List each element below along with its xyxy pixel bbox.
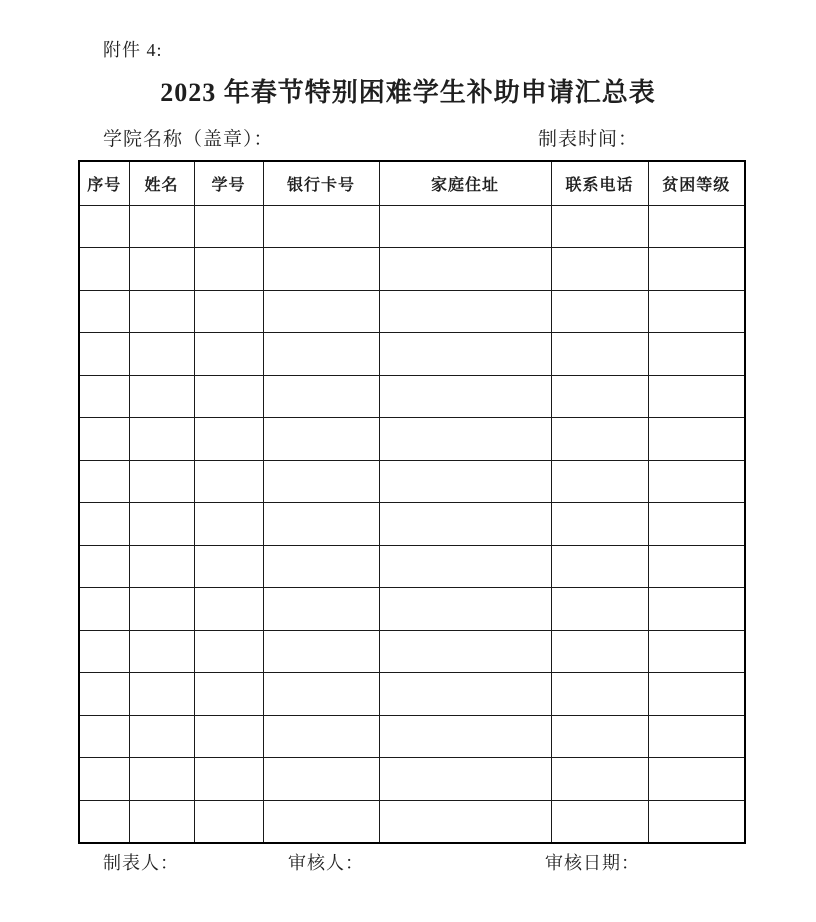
table-cell [379, 545, 551, 588]
table-cell [551, 630, 648, 673]
table-cell [79, 248, 129, 291]
table-cell [129, 460, 194, 503]
table-cell [551, 290, 648, 333]
table-cell [194, 673, 263, 716]
table-cell [263, 290, 379, 333]
table-cell [79, 630, 129, 673]
table-cell [551, 673, 648, 716]
table-cell [194, 630, 263, 673]
table-cell [194, 248, 263, 291]
table-cell [551, 715, 648, 758]
table-cell [194, 460, 263, 503]
table-cell [551, 418, 648, 461]
column-header-3: 学号 [194, 161, 263, 205]
table-cell [648, 248, 745, 291]
table-cell [551, 333, 648, 376]
table-cell [379, 418, 551, 461]
table-cell [263, 545, 379, 588]
table-row [79, 630, 745, 673]
table-cell [79, 333, 129, 376]
table-cell [379, 758, 551, 801]
table-cell [129, 758, 194, 801]
table-cell [263, 800, 379, 843]
table-cell [79, 418, 129, 461]
table-cell [648, 630, 745, 673]
table-cell [129, 418, 194, 461]
table-row [79, 205, 745, 248]
table-cell [379, 503, 551, 546]
column-header-4: 银行卡号 [263, 161, 379, 205]
table-cell [263, 333, 379, 376]
table-row [79, 248, 745, 291]
table-cell [379, 460, 551, 503]
table-cell [648, 673, 745, 716]
table-cell [551, 248, 648, 291]
table-cell [194, 290, 263, 333]
table-cell [379, 290, 551, 333]
table-cell [648, 418, 745, 461]
college-name-label: 学院名称（盖章）： [103, 129, 274, 150]
table-cell [194, 588, 263, 631]
table-cell [379, 588, 551, 631]
table-cell [129, 333, 194, 376]
table-row [79, 673, 745, 716]
table-cell [79, 800, 129, 843]
table-cell [263, 673, 379, 716]
table-cell [194, 545, 263, 588]
table-cell [79, 375, 129, 418]
table-cell [379, 375, 551, 418]
review-date-label: 审核日期： [545, 853, 640, 873]
table-cell [551, 503, 648, 546]
table-cell [263, 715, 379, 758]
table-cell [551, 800, 648, 843]
table-cell [194, 205, 263, 248]
table-cell [79, 503, 129, 546]
attachment-label: 附件 4: [103, 40, 163, 60]
table-cell [129, 205, 194, 248]
table-cell [379, 715, 551, 758]
table-cell [263, 503, 379, 546]
table-cell [194, 418, 263, 461]
table-cell [129, 588, 194, 631]
table-cell [79, 205, 129, 248]
table-cell [551, 205, 648, 248]
table-cell [379, 333, 551, 376]
table-cell [648, 588, 745, 631]
table-cell [379, 673, 551, 716]
table-cell [129, 800, 194, 843]
table-cell [263, 588, 379, 631]
table-cell [648, 460, 745, 503]
table-cell [194, 715, 263, 758]
table-cell [263, 758, 379, 801]
table-cell [79, 758, 129, 801]
table-cell [263, 630, 379, 673]
table-cell [129, 248, 194, 291]
table-row [79, 800, 745, 843]
table-cell [648, 205, 745, 248]
table-cell [648, 333, 745, 376]
table-cell [194, 758, 263, 801]
table-cell [129, 715, 194, 758]
table-cell [551, 588, 648, 631]
column-header-5: 家庭住址 [379, 161, 551, 205]
table-cell [551, 758, 648, 801]
table-row [79, 375, 745, 418]
table-cell [379, 205, 551, 248]
table-row [79, 545, 745, 588]
table-row [79, 503, 745, 546]
table-cell [79, 460, 129, 503]
table-cell [79, 290, 129, 333]
column-header-1: 序号 [79, 161, 129, 205]
page-title: 2023 年春节特别困难学生补助申请汇总表 [160, 78, 656, 107]
student-subsidy-summary-table [78, 160, 746, 844]
table-cell [194, 375, 263, 418]
table-cell [194, 333, 263, 376]
column-header-7: 贫困等级 [648, 161, 745, 205]
reviewer-label: 审核人： [288, 853, 364, 873]
table-cell [194, 800, 263, 843]
table-cell [263, 375, 379, 418]
table-cell [129, 673, 194, 716]
table-row [79, 715, 745, 758]
preparer-label: 制表人： [103, 853, 179, 873]
table-time-label: 制表时间： [538, 129, 639, 150]
table-cell [648, 545, 745, 588]
table-cell [263, 418, 379, 461]
table-cell [648, 375, 745, 418]
table-cell [129, 545, 194, 588]
table-row [79, 290, 745, 333]
table-cell [79, 545, 129, 588]
table-cell [263, 205, 379, 248]
table-cell [379, 630, 551, 673]
table-cell [129, 290, 194, 333]
table-cell [648, 503, 745, 546]
table-cell [129, 503, 194, 546]
column-header-6: 联系电话 [551, 161, 648, 205]
table-cell [551, 460, 648, 503]
column-header-2: 姓名 [129, 161, 194, 205]
table-row [79, 758, 745, 801]
table-cell [648, 758, 745, 801]
table-cell [79, 715, 129, 758]
table-cell [129, 630, 194, 673]
table-cell [551, 375, 648, 418]
table-cell [648, 800, 745, 843]
table-cell [129, 375, 194, 418]
table-cell [263, 460, 379, 503]
table-cell [379, 248, 551, 291]
table-row [79, 418, 745, 461]
table-cell [648, 290, 745, 333]
table-header-row [79, 161, 745, 205]
table-cell [648, 715, 745, 758]
table-cell [79, 673, 129, 716]
table-cell [263, 248, 379, 291]
table-cell [79, 588, 129, 631]
table-row [79, 460, 745, 503]
table-row [79, 333, 745, 376]
table-cell [551, 545, 648, 588]
table-cell [379, 800, 551, 843]
table-row [79, 588, 745, 631]
table-cell [194, 503, 263, 546]
